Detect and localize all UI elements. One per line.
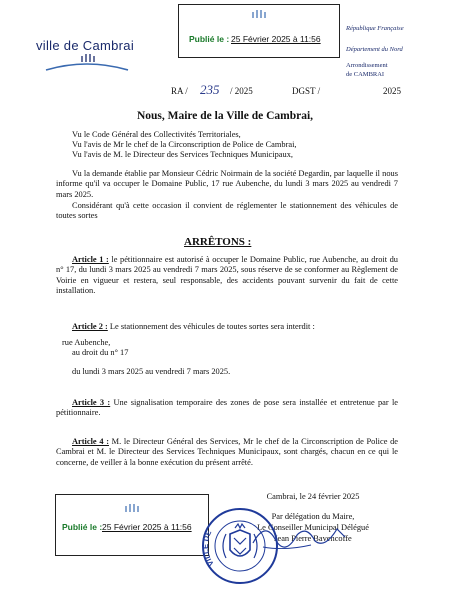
vu-services: Vu l'avis de M. le Directeur des Services Techniques Municipaux, — [72, 150, 293, 159]
department-label: Département du Nord — [346, 46, 403, 53]
sun-rays-icon — [117, 501, 147, 513]
arrondissement-name: de CAMBRAI — [346, 71, 385, 78]
article-2-place-number: au droit du n° 17 — [72, 348, 129, 357]
request-paragraph — [56, 169, 398, 200]
ra-year: / 2025 — [230, 86, 253, 96]
arretons-heading: ARRÊTONS : — [184, 236, 252, 248]
dgst-label: DGST / — [292, 86, 321, 96]
article-4-label: Article 4 : — [72, 437, 109, 446]
vu-cgct: Vu le Code Général des Collectivités Territoriales, — [72, 130, 241, 139]
article-3-label: Article 3 : — [72, 398, 111, 407]
article-1-text: le pétitionnaire est autorisé à occuper le Domaine Public, rue Aubenche, au droit du n° 17, du lundi 3 mars 2025 au vendredi 7 mars 2025, sous réserve de se conformer au Règlement de Voirie en vigueur et restera, seul responsable, des accidents pouvant survenir du fait de cette installation. — [56, 255, 398, 296]
article-3-text: Une signalisation temporaire des zones de pose sera installée et entretenue par le pétitionnaire. — [56, 398, 398, 418]
considering-text: Considérant qu'à cette occasion il convient de réglementer le stationnement des véhicules de toutes sortes — [56, 201, 398, 221]
logo-text: ville de Cambrai — [36, 38, 135, 53]
request-text: Vu la demande établie par Monsieur Cédric Noirmain de la société Degardin, par laquelle il nous informe qu'il va occuper le Domaine Public, 17 rue Aubenche, du lundi 3 mars 2025 au vendredi 7 mars 2025. — [56, 169, 398, 199]
publication-box-top — [178, 4, 340, 58]
decree-title: Nous, Maire de la Ville de Cambrai, — [136, 110, 314, 122]
considering-paragraph — [56, 201, 398, 222]
vu-police: Vu l'avis de Mr le chef de la Circonscription de Police de Cambrai, — [72, 140, 297, 149]
signatory-role: Le Conseiller Municipal Délégué — [257, 523, 369, 532]
ra-number: 235 — [200, 82, 220, 97]
publication-date: 25 Février 2025 à 11:56 — [102, 522, 192, 532]
signatory-name: Jean Pierre Bavencoffe — [274, 534, 352, 543]
article-2 — [56, 322, 398, 332]
svg-text:VILLE DE CAMBRAI — [200, 506, 216, 568]
article-4-text: M. le Directeur Général des Services, Mr le chef de la Circonscription de Police de Cambrai et M. le Directeur des Services Techniques Municipaux, sont chargés, chacun en ce qui le concerne, de veiller à la bonne exécution du présent arrêté. — [56, 437, 398, 467]
logo-emblem-icon — [32, 52, 142, 72]
article-2-label: Article 2 : — [72, 322, 108, 331]
article-1-label: Article 1 : — [72, 255, 109, 264]
handwritten-signature — [245, 515, 355, 555]
publication-label: Publié le : — [189, 34, 230, 44]
publication-label: Publié le : — [62, 522, 103, 532]
dgst-year: 2025 — [383, 86, 401, 96]
article-2-text: Le stationnement des véhicules de toutes sortes sera interdit : — [107, 322, 315, 331]
publication-date: 25 Février 2025 à 11:56 — [231, 34, 321, 44]
publication-box-bottom — [55, 494, 209, 556]
ra-label: RA / — [171, 86, 188, 96]
stamp-text: VILLE DE — [200, 529, 216, 568]
article-4 — [56, 437, 398, 468]
article-1 — [56, 255, 398, 297]
article-2-place-street: rue Aubenche, — [62, 338, 111, 347]
arrondissement-label: Arrondissement — [346, 62, 388, 69]
city-logo — [32, 38, 142, 74]
delegation-line: Par délégation du Maire, — [271, 512, 355, 521]
republic-label: République Française — [346, 25, 404, 32]
sun-rays-icon — [244, 7, 274, 19]
place-date: Cambrai, le 24 février 2025 — [266, 492, 360, 501]
article-3 — [56, 398, 398, 419]
article-2-period: du lundi 3 mars 2025 au vendredi 7 mars 2025. — [72, 367, 231, 376]
